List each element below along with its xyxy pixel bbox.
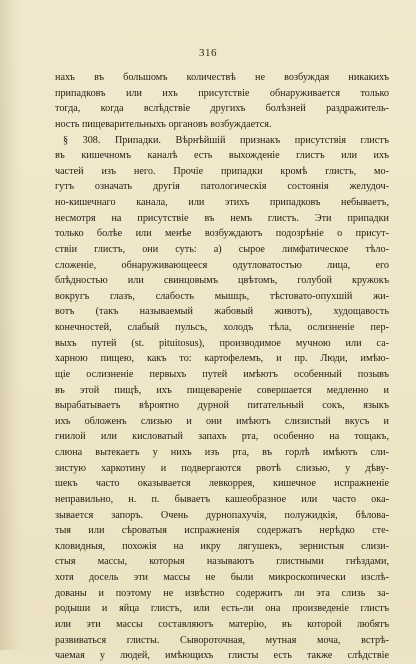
text-line: зистую харкотину и подвергаются рвотѣ слизью, у дѣву- (55, 462, 389, 474)
text-line: тыя или сѣроватыя испражненія содержатъ нерѣдко сте- (55, 525, 389, 537)
text-line: неправильно, н. п. бываетъ кашеобразное или часто ока- (55, 493, 389, 505)
text-line: дованы и поэтому не извѣстно содержитъ ли эта слизь за- (55, 587, 389, 599)
text-line: вокругъ глазъ, слабость мышцъ, тѣстовато-опухшій жи- (55, 290, 389, 302)
text-line: блѣдностью или свинцовымъ цвѣтомъ, голубой кружокъ (55, 275, 389, 287)
text-line: чаемая у людей, имѣющихъ глисты есть также слѣдствіе (55, 650, 389, 662)
text-line: конечностей, слабый пульсъ, холодъ тѣла, ослизненіе пер- (55, 322, 389, 333)
text-line: частей изъ него. Прочіе припадки кромѣ глистъ, мо- (55, 165, 389, 177)
text-line: сложеніе, обнаруживающееся одутловатостью лица, его (55, 259, 389, 271)
page-edge-shadow (0, 0, 22, 650)
text-line: или эти массы составляютъ матерію, въ которой любятъ (55, 618, 389, 630)
text-line: нахъ въ большомъ количествѣ не возбуждая никакихъ (55, 72, 389, 83)
text-line: припадковъ или ихъ присутствіе обнаруживается только (55, 87, 389, 99)
text-line: тогда, когда вслѣдствіе другихъ болѣзней раздражитель- (55, 103, 389, 115)
text-line: слюна вытекаетъ у нихъ изъ рта, въ горлѣ имѣютъ сли- (55, 447, 389, 458)
text-line: родыши и яйца глистъ, или есть-ли она произведеніе глистъ (55, 603, 389, 615)
text-line: хотя досель эти массы не были микроскопически изслѣ- (55, 572, 389, 583)
text-line: кловидныя, похожія на икру лягушекъ, зернистыя слизи- (55, 540, 389, 552)
text-line: ихъ обложенъ слизью и они имѣютъ слизистый вкусъ и (55, 415, 389, 427)
text-line: зывается запоръ. Очень дурнопахучія, полужидкія, бѣлова- (55, 509, 389, 521)
text-line: развиваться глисты. Сывороточная, мутная моча, встрѣ- (55, 634, 389, 646)
text-line: гнилой или кисловатый запахъ рта, особенно на тощакъ, (55, 431, 389, 443)
text-line: выхъ путей (st. pituitosus), производимое мучною или са- (55, 337, 389, 349)
text-line: въ кишечномъ каналѣ есть выхожденіе глистъ или ихъ (55, 150, 389, 162)
text-line: вотъ (такъ называемый жабовый животъ), худощавость (55, 306, 389, 318)
text-line: въ этой пищѣ, ихъ пищевареніе совершается медленно и (55, 384, 389, 396)
text-line: стыя массы, которыя называютъ глистными гнѣздами, (55, 556, 389, 568)
text-line: вырабатываетъ вѣроятно дурной питательный сокъ, языкъ (55, 400, 389, 412)
text-line: щіе ослизненіе первыхъ путей имѣютъ особенный позывъ (55, 368, 389, 380)
page-number: 316 (199, 47, 217, 59)
text-line: несмотря на присутствіе въ немъ глистъ. Эти припадки (55, 212, 389, 224)
text-line: гутъ означать другія патологическія состоянія желудоч- (55, 181, 389, 193)
text-line: ность пищеварительныхъ органовъ возбуждается. (55, 118, 272, 130)
text-line: только болѣе или менѣе возбуждаютъ подозрѣніе о присут- (55, 228, 389, 240)
body-text (55, 70, 389, 664)
text-line: но-кишечнаго канала, или этихъ припадковъ небываетъ, (55, 197, 389, 208)
text-line: ствіи глистъ, они суть: а) сырое лимфатическое тѣло- (55, 243, 389, 255)
text-line: шекъ часто оказывается левкоррея, кишечное испражненіе (55, 478, 389, 490)
text-line: харною пищею, какъ то: картофелемъ, и пр. Люди, имѣю- (55, 353, 389, 365)
text-line: § 308. Припадки. Вѣрнѣйшій признакъ присутствія глистъ (63, 134, 389, 146)
